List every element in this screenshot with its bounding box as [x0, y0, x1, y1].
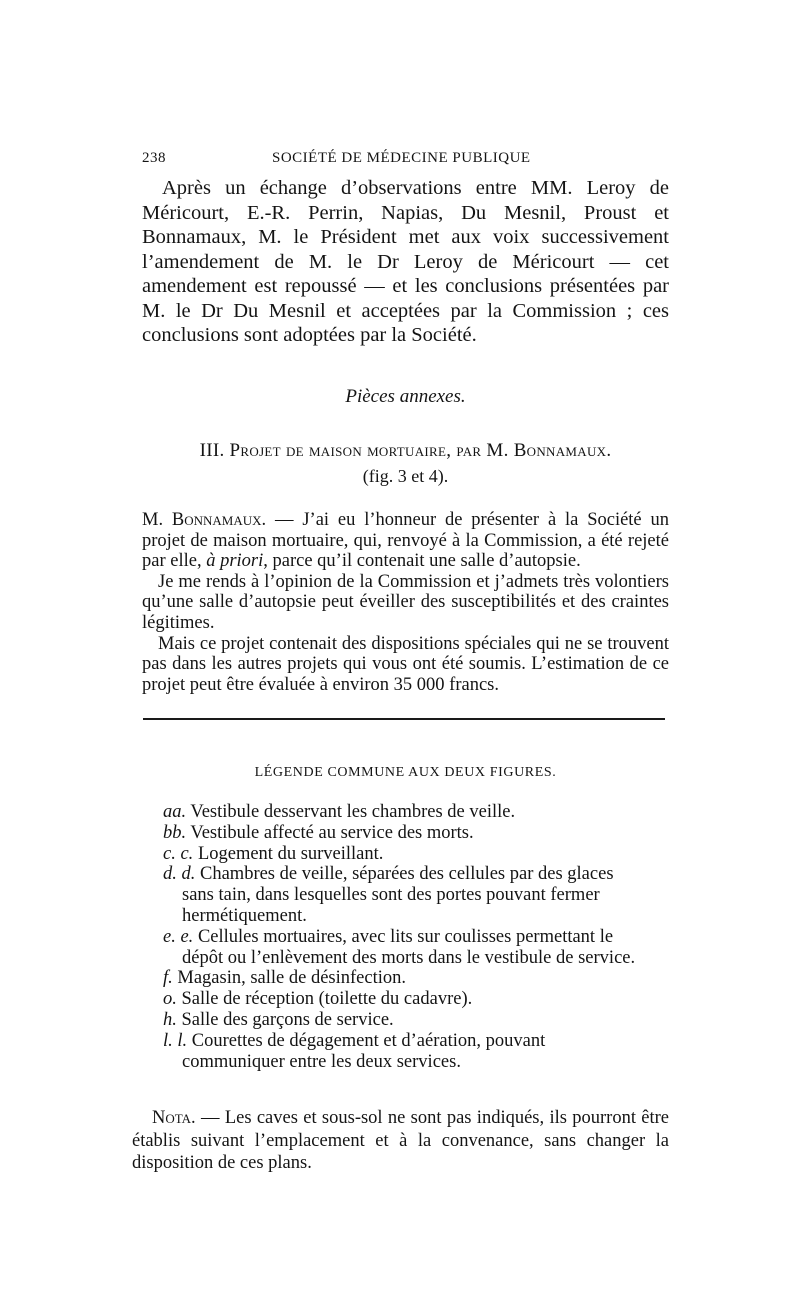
- opening-paragraph: Après un échange d’observations entre MM. Leroy de Méricourt, E.-R. Perrin, Napias, Du Mesnil, Proust et Bonnamaux, M. le Président met aux voix successivement l’amendement de M. le Dr Leroy de Méricourt — cet amendement est repoussé — et les conclusions présentées par M. le Dr Du Mesnil et acceptées par la Commission ; ces conclusions sont adoptées par la Société.: [142, 177, 669, 346]
- legend-text: Chambres de veille, séparées des cellules par des glaces sans tain, dans lesquelles sont des portes pouvant fermer hermétiquement.: [182, 864, 614, 926]
- speech-paragraph-3: Mais ce projet contenait des dispositions spéciales qui ne se trouvent pas dans les autres projets qui vous ont été soumis. L’estimation de ce projet peut être évaluée à environ 35 000 francs.: [142, 633, 669, 695]
- speech-text-a: — J’ai eu l’honneur de présenter à la Société un projet de maison mortuaire, qui, renvoyé à la Commission, a été rejeté par elle,: [142, 510, 669, 572]
- legend-item: [163, 864, 643, 926]
- legend-key: l. l.: [163, 1030, 188, 1051]
- speaker-name: M. Bonnamaux.: [142, 510, 267, 530]
- figure-reference: (fig. 3 et 4).: [362, 466, 449, 486]
- speech-text-b: , parce qu’il contenait une salle d’autopsie.: [263, 551, 581, 572]
- section-title: III. Projet de maison mortuaire, par M. Bonnamaux.: [199, 440, 612, 461]
- legend-item: [163, 927, 643, 969]
- nota-paragraph: [132, 1107, 669, 1175]
- horizontal-rule: [143, 718, 665, 720]
- legend-item: [163, 1031, 643, 1073]
- legend-text: Salle de réception (toilette du cadavre).: [176, 989, 473, 1010]
- legend-text: Magasin, salle de désinfection.: [172, 968, 407, 989]
- nota-text: — Les caves et sous-sol ne sont pas indiqués, ils pourront être établis suivant l’emplacement et à la convenance, sans changer la disposition de ces plans.: [132, 1108, 669, 1173]
- nota-label: Nota.: [152, 1108, 196, 1128]
- running-title: SOCIÉTÉ DE MÉDECINE PUBLIQUE: [272, 150, 531, 166]
- legend-text: Logement du surveillant.: [193, 843, 384, 864]
- legend-title: LÉGENDE COMMUNE AUX DEUX FIGURES.: [254, 765, 557, 780]
- legend-item: [163, 844, 643, 865]
- legend-text: Vestibule desservant les chambres de veille.: [186, 802, 516, 822]
- legend-text: Courettes de dégagement et d’aération, pouvant communiquer entre les deux services.: [182, 1030, 546, 1072]
- legend-key: d. d.: [163, 864, 196, 885]
- legend-text: Cellules mortuaires, avec lits sur coulisses permettant le dépôt ou l’enlèvement des morts dans le vestibule de service.: [182, 926, 636, 968]
- legend-key: h.: [163, 1009, 177, 1030]
- legend-text: Vestibule affecté au service des morts.: [186, 822, 474, 843]
- section-heading: Pièces annexes.: [345, 386, 466, 407]
- legend-item: [163, 802, 643, 823]
- legend-list: [163, 802, 643, 1072]
- legend-key: aa.: [163, 802, 187, 822]
- legend-key: bb.: [163, 822, 187, 843]
- speech-emphasis: à priori: [206, 551, 264, 572]
- legend-text: Salle des garçons de service.: [176, 1009, 394, 1030]
- legend-item: [163, 968, 643, 989]
- page-number: 238: [142, 150, 166, 166]
- speech-body: [142, 510, 669, 695]
- legend-key: o.: [163, 989, 177, 1010]
- legend-key: c. c.: [163, 843, 194, 864]
- page-header: [142, 150, 669, 170]
- legend-key: f.: [163, 968, 173, 989]
- legend-key: e. e.: [163, 926, 194, 947]
- speech-paragraph-1: [142, 510, 669, 572]
- legend-item: [163, 823, 643, 844]
- legend-item: [163, 1010, 643, 1031]
- legend-item: [163, 989, 643, 1010]
- speech-paragraph-2: Je me rends à l’opinion de la Commission et j’admets très volontiers qu’une salle d’autopsie peut éveiller des susceptibilités et des craintes légitimes.: [142, 571, 669, 633]
